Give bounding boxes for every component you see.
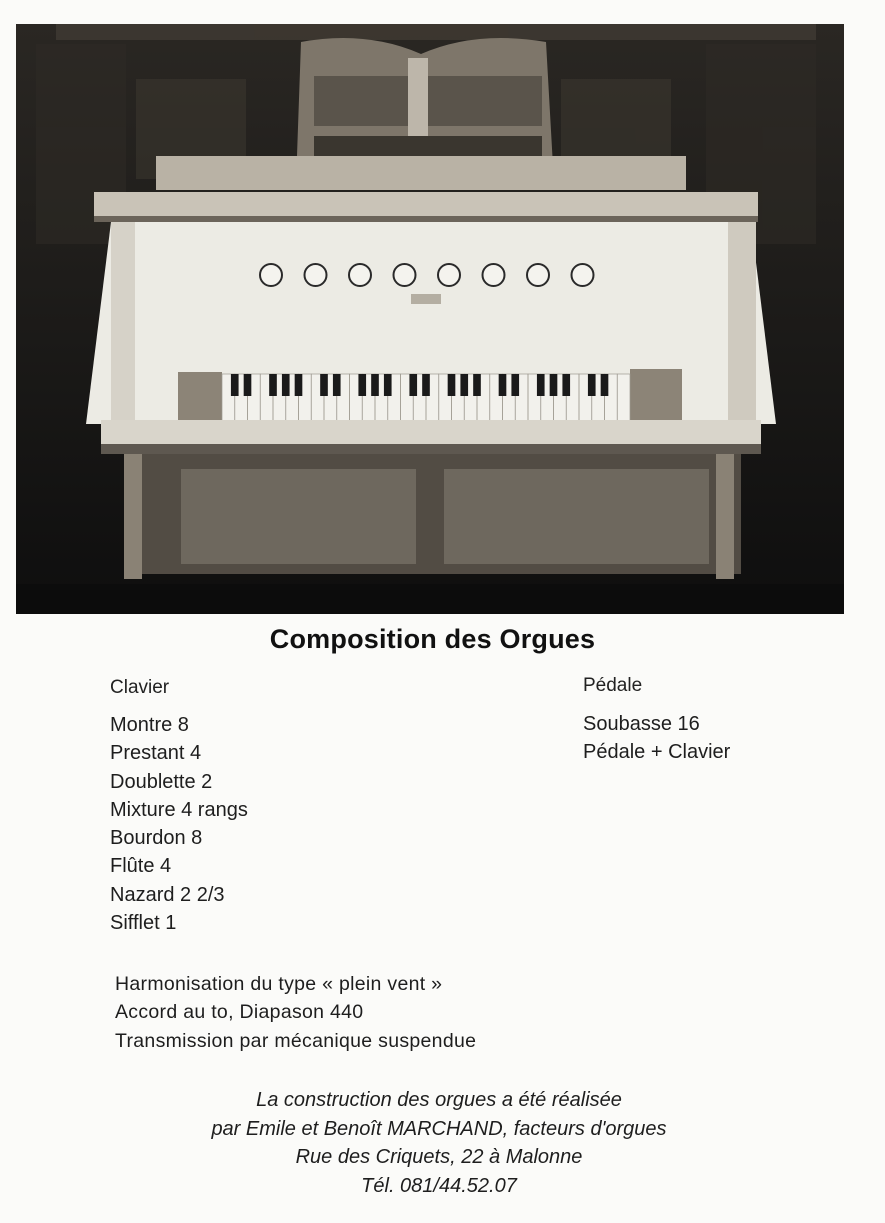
black-key bbox=[562, 374, 570, 396]
stop-knob bbox=[438, 264, 460, 286]
pedale-heading: Pédale bbox=[583, 675, 643, 696]
note-line: Accord au to, Diapason 440 bbox=[115, 1001, 364, 1024]
clavier-stop: Sifflet 1 bbox=[110, 912, 177, 935]
nameplate bbox=[411, 294, 441, 304]
black-key bbox=[244, 374, 252, 396]
pedale-stop-list bbox=[583, 710, 730, 767]
clavier-stop: Nazard 2 2/3 bbox=[110, 883, 225, 906]
credit-line: La construction des orgues a été réalisée bbox=[256, 1089, 622, 1111]
black-key bbox=[448, 374, 456, 396]
credit-line: par Emile et Benoît MARCHAND, facteurs d'orgues bbox=[211, 1117, 667, 1140]
black-key bbox=[422, 374, 430, 396]
black-key bbox=[588, 374, 596, 396]
stop-knob bbox=[572, 264, 594, 286]
stop-knob bbox=[394, 264, 416, 286]
clavier-stop: Montre 8 bbox=[110, 714, 189, 736]
technical-notes bbox=[115, 970, 476, 1055]
black-key bbox=[473, 374, 481, 396]
black-key bbox=[231, 374, 239, 396]
black-key bbox=[511, 374, 519, 396]
cornice bbox=[94, 156, 758, 222]
clavier-stop-list bbox=[110, 711, 248, 937]
black-key bbox=[550, 374, 558, 396]
black-key bbox=[460, 374, 468, 396]
black-key bbox=[601, 374, 609, 396]
black-key bbox=[537, 374, 545, 396]
pedale-stop: Soubasse 16 bbox=[583, 713, 700, 735]
keyboard bbox=[222, 374, 630, 422]
stop-knob bbox=[527, 264, 549, 286]
clavier-stop: Mixture 4 rangs bbox=[110, 798, 248, 821]
black-key bbox=[371, 374, 379, 396]
credit-line: Tél. 081/44.52.07 bbox=[361, 1174, 517, 1197]
black-key bbox=[384, 374, 392, 396]
note-line: Transmission par mécanique suspendue bbox=[115, 1029, 477, 1052]
black-key bbox=[499, 374, 507, 396]
stop-knob bbox=[260, 264, 282, 286]
organ-photo bbox=[16, 24, 844, 614]
clavier-heading: Clavier bbox=[110, 677, 170, 698]
clavier-stop: Doublette 2 bbox=[110, 770, 213, 793]
note-line: Harmonisation du type « plein vent » bbox=[115, 973, 443, 995]
black-key bbox=[358, 374, 366, 396]
stop-knob bbox=[483, 264, 505, 286]
stop-knob bbox=[349, 264, 371, 286]
page-title: Composition des Orgues bbox=[269, 624, 596, 654]
clavier-stop: Flûte 4 bbox=[110, 855, 172, 878]
stop-knob bbox=[305, 264, 327, 286]
black-key bbox=[333, 374, 341, 396]
builder-credits bbox=[0, 1086, 878, 1200]
floor-shadow bbox=[16, 584, 844, 614]
credit-line: Rue des Criquets, 22 à Malonne bbox=[295, 1146, 583, 1168]
black-key bbox=[295, 374, 303, 396]
pedale-stop: Pédale + Clavier bbox=[583, 741, 731, 764]
black-key bbox=[269, 374, 277, 396]
black-key bbox=[282, 374, 290, 396]
organ-illustration bbox=[16, 24, 844, 614]
key-shelf bbox=[101, 420, 761, 446]
black-key bbox=[320, 374, 328, 396]
clavier-stop: Bourdon 8 bbox=[110, 827, 203, 850]
clavier-stop: Prestant 4 bbox=[110, 742, 202, 765]
black-key bbox=[409, 374, 417, 396]
lower-case bbox=[124, 454, 741, 579]
